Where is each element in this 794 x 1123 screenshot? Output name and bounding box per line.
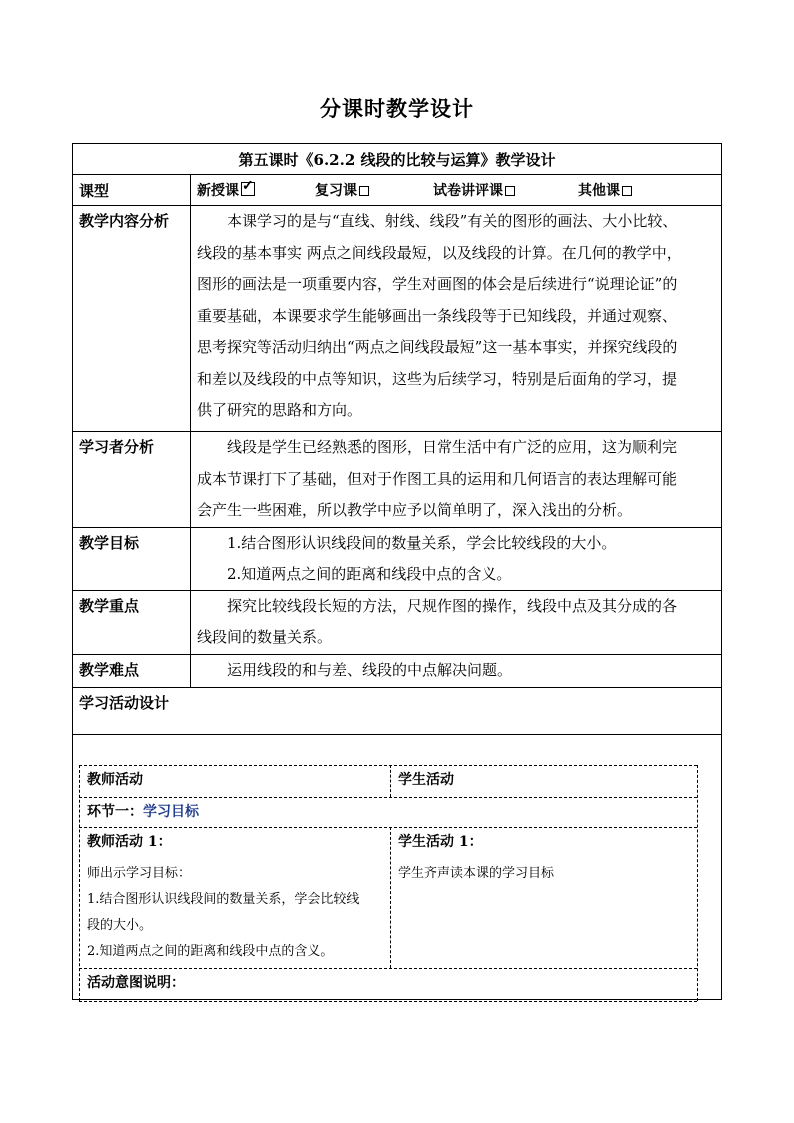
learner-analysis-label: 学习者分析 bbox=[73, 432, 191, 528]
learner-analysis-text: 线段是学生已经熟悉的图形，日常生活中有广泛的应用，这为顺利完 成本节课打下了基础，但对于作图工具的运用和几何语言的表达理解可能 会产生一些困难，所以教学中应予以简单明了，深入浅出的分析。 bbox=[191, 432, 722, 528]
checkbox-icon[interactable] bbox=[359, 186, 369, 196]
activity-intent-label: 活动意图说明： bbox=[87, 975, 185, 991]
option-review-lesson[interactable]: 复习课 bbox=[315, 180, 433, 200]
content-analysis-text: 本课学习的是与“直线、射线、线段”有关的图形的画法、大小比较、 线段的基本事实 两点之间线段最短，以及线段的计算。在几何的教学中， 图形的画法是一项重要内容，学生对画图的体会是后续进行“说理论证”的 重要基础，本课要求学生能够画出一条线段等于已知线段，并通过观察、 思考探究等活动归纳出“两点之间线段最短”这一基本事实，并探究线段的 和差以及线段的中点等知识，这些为后续学习，特别是后面角的学习，提 供了研究的思路和方向。 bbox=[191, 206, 722, 432]
teacher-activity-1-label: 教师活动 1： bbox=[87, 834, 172, 850]
difficulties-text: 运用线段的和与差、线段的中点解决问题。 bbox=[191, 654, 722, 687]
teacher-activity-header: 教师活动 bbox=[87, 772, 143, 788]
checkbox-checked-icon[interactable] bbox=[241, 182, 255, 196]
activity-design-label: 学习活动设计 bbox=[73, 687, 722, 734]
course-type-options bbox=[191, 175, 722, 206]
option-other-lesson[interactable]: 其他课 bbox=[578, 180, 632, 200]
option-exam-review-lesson[interactable]: 试卷讲评课 bbox=[433, 180, 578, 200]
objectives-list: 1.结合图形认识线段间的数量关系，学会比较线段的大小。 2.知道两点之间的距离和线段中点的含义。 bbox=[191, 527, 722, 590]
option-new-lesson[interactable]: 新授课✓ bbox=[197, 180, 315, 200]
lesson-title: 第五课时《6.2.2 线段的比较与运算》教学设计 bbox=[73, 144, 722, 175]
key-points-label: 教学重点 bbox=[73, 590, 191, 654]
checkbox-icon[interactable] bbox=[505, 186, 515, 196]
teacher-activity-1-text: 师出示学习目标： 1.结合图形认识线段间的数量关系，学会比较线 段的大小。 2.知道两点之间的距离和线段中点的含义。 bbox=[87, 866, 360, 959]
page-title: 分课时教学设计 bbox=[320, 96, 474, 121]
student-activity-1-label: 学生活动 1： bbox=[398, 834, 483, 850]
key-points-text: 探究比较线段长短的方法，尺规作图的操作，线段中点及其分成的各 线段间的数量关系。 bbox=[191, 590, 722, 654]
student-activity-1-text: 学生齐声读本课的学习目标 bbox=[398, 866, 555, 881]
activity-dashed-table bbox=[79, 765, 697, 1001]
checkbox-icon[interactable] bbox=[622, 186, 632, 196]
student-activity-header: 学生活动 bbox=[398, 772, 454, 788]
objectives-label: 教学目标 bbox=[73, 527, 191, 590]
content-analysis-label: 教学内容分析 bbox=[73, 206, 191, 432]
section-one: 环节一：学习目标 bbox=[87, 804, 199, 820]
difficulties-label: 教学难点 bbox=[73, 654, 191, 687]
course-type-label: 课型 bbox=[73, 175, 191, 206]
